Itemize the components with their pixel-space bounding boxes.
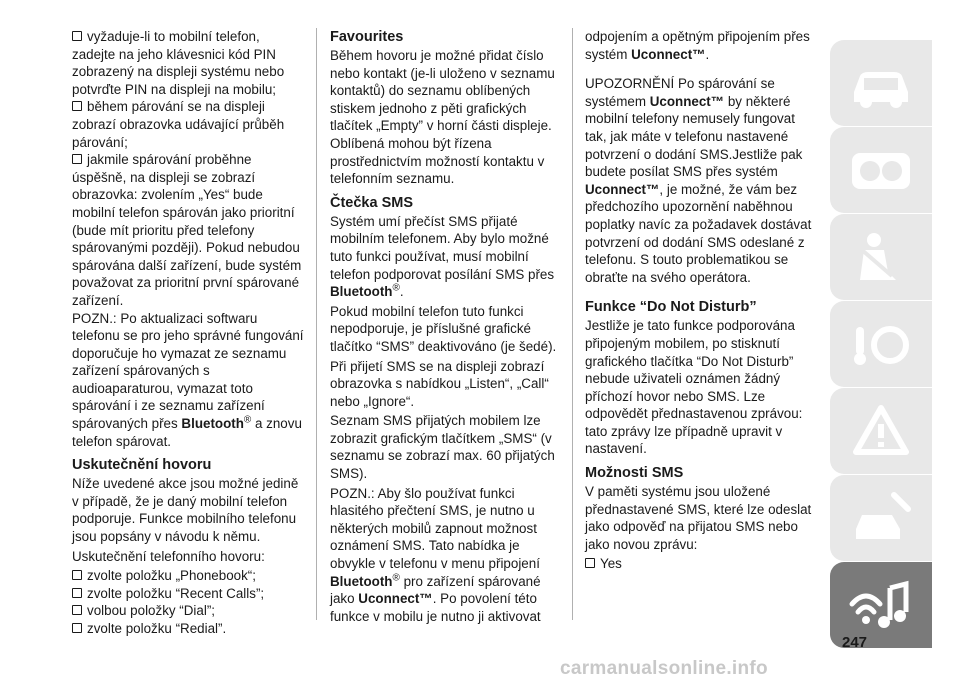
square-bullet-icon (72, 31, 82, 41)
bluetooth-term: Bluetooth (181, 416, 244, 432)
square-bullet-icon (72, 588, 82, 598)
chapter-tab-sidebar (830, 40, 932, 630)
paragraph: V paměti systému jsou uložené přednastavené SMS, které lze odeslat jako odpověď na přijatou SMS nebo jako novou zprávu: (585, 484, 812, 552)
warning-paragraph: UPOZORNĚNÍ Po spárování se systémem Uconnect™ by některé mobilní telefony nemusely fungovat tak, jak máte v telefonu nastavené potvrzení o dodání SMS.Jestliže pak budete posílat SMS přes systém Uconnect™, je možné, že vám bez předchozího upozornění naběhnou poplatky navíc za požadavek dostávat potvrzení od dodání SMS odeslané z telefonu. S touto problematikou se obraťte na svého operátora. (585, 76, 812, 285)
column-2 (330, 28, 562, 627)
section-heading-do-not-disturb: Funkce “Do Not Disturb” (585, 299, 757, 316)
warning-triangle-icon (844, 400, 918, 462)
paragraph: Níže uvedené akce jsou možné jedině v případě, že je daný mobilní telefon podporuje. Funkce mobilního telefonu jsou popsány v návodu k němu. (72, 476, 299, 545)
list-item: volbou položky “Dial”; (72, 602, 304, 620)
bullet-item: vyžaduje-li to mobilní telefon, zadejte na jeho klávesnici kód PIN zobrazený na displeji systému nebo potvrďte PIN na displeji na mobilu; (72, 29, 285, 97)
tab-car-info[interactable] (830, 40, 932, 126)
car-info-icon (844, 52, 918, 114)
uconnect-term: Uconnect™ (649, 93, 725, 109)
list-item: zvolte položku “Redial”. (72, 620, 304, 638)
multimedia-icon (844, 574, 918, 636)
seatbelt-icon (844, 226, 918, 288)
tools-car-icon (844, 487, 918, 549)
tab-starting[interactable] (830, 301, 932, 387)
column-3 (585, 28, 817, 573)
note-paragraph: POZN.: Aby šlo používat funkci hlasitého přečtení SMS, je nutno u některých mobilů zapnout možnost oznámení SMS. Tato nabídka je obvykle v telefonu v menu připojení Bluetooth® pro zařízení spárované jako Uconnect™. Po povolení této funkce v mobilu je nutno ji aktivovat (330, 485, 541, 624)
paragraph: Jestliže je tato funkce podporována připojeným mobilem, po stisknutí grafického tlačítka “Do Not Disturb” nebude uživateli oznámen žádný příchozí hovor nebo SMS. Lze odpovědět přednastavenou zprávou: tato zprávy lze případně upravit v nastavení. (585, 318, 803, 457)
list-item: zvolte položku „Phonebook“; (72, 567, 304, 585)
paragraph: odpojením a opětným připojením přes systém Uconnect™. (585, 29, 810, 62)
paragraph: Systém umí přečíst SMS přijaté mobilním telefonem. Aby bylo možné tuto funkci používat, musí mobilní telefon podporovat posílání SMS přes Bluetooth®. (330, 213, 555, 300)
list-item: zvolte položku “Recent Calls”; (72, 585, 304, 603)
dashboard-icon (844, 139, 918, 201)
bluetooth-term: Bluetooth (330, 284, 393, 300)
note-paragraph: POZN.: Po aktualizaci softwaru telefonu se pro jeho správné fungování doporučuje ho vymazat ze seznamu zařízení spárovaných s audioaparaturou, vymazat toto spárování i ze seznamu zařízení spárovaných přes Bluetooth® a znovu telefon spárovat. (72, 310, 304, 449)
square-bullet-icon (585, 558, 595, 568)
bullet-item: během párování se na displeji zobrazí obrazovka udávající průběh párování; (72, 99, 285, 150)
key-steering-icon (844, 313, 918, 375)
column-divider (316, 28, 317, 620)
square-bullet-icon (72, 154, 82, 164)
square-bullet-icon (72, 101, 82, 111)
paragraph: Pokud mobilní telefon tuto funkci nepodporuje, je příslušné grafické tlačítko “SMS” deaktivováno (je šedé). (330, 303, 557, 354)
list-item: Yes (585, 555, 817, 573)
tab-dashboard[interactable] (830, 127, 932, 213)
tab-emergency[interactable] (830, 388, 932, 474)
section-heading-calls: Uskutečnění hovoru (72, 457, 212, 474)
paragraph: Při přijetí SMS se na displeji zobrazí obrazovka s nabídkou „Listen“, „Call“ nebo „Ignore“. (330, 358, 549, 409)
square-bullet-icon (72, 605, 82, 615)
paragraph: Během hovoru je možné přidat číslo nebo kontakt (je-li uloženo v seznamu kontaktů) do seznamu oblíbených stiskem jednoho z pěti grafických tlačítek „Empty” v horní části displeje. Oblíbená mohou být řízena prostřednictvím možností kontaktu v telefonním seznamu. (330, 48, 555, 187)
tab-maintenance[interactable] (830, 475, 932, 561)
paragraph: Uskutečnění telefonního hovoru: (72, 548, 265, 564)
uconnect-term: Uconnect™ (585, 181, 660, 197)
section-heading-sms-reader: Čtečka SMS (330, 194, 414, 211)
page-number: 247 (842, 634, 868, 651)
bluetooth-term: Bluetooth (330, 573, 393, 589)
square-bullet-icon (72, 623, 82, 633)
bullet-item: jakmile spárování proběhne úspěšně, na displeji se zobrazí obrazovka: zvolením „Yes“ bude mobilní telefon spárován jako prioritní (bude mít prioritu před telefony spárovanými později). Pokud nebudou spárována další zařízení, bude systém považovat za prioritní první spárované zařízení. (72, 152, 302, 308)
uconnect-term: Uconnect™ (631, 46, 706, 62)
watermark-text: carmanualsonline.info (560, 658, 768, 679)
column-divider (572, 28, 573, 620)
section-heading-favourites: Favourites (330, 29, 404, 45)
column-1 (72, 28, 304, 638)
tab-safety[interactable] (830, 214, 932, 300)
square-bullet-icon (72, 570, 82, 580)
section-heading-sms-options: Možnosti SMS (585, 465, 684, 482)
paragraph: Seznam SMS přijatých mobilem lze zobrazit grafickým tlačítkem „SMS“ (v seznamu se zobrazí max. 60 přijatých SMS). (330, 413, 555, 482)
uconnect-term: Uconnect™ (358, 591, 433, 607)
